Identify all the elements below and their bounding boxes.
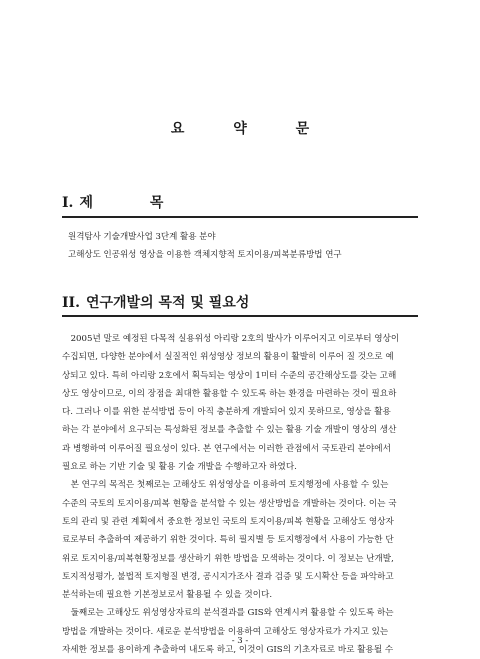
body-line: 필요로 하는 기반 기술 및 활용 기술 개발을 수행하고자 하였다. (62, 462, 297, 473)
section-2-heading (62, 292, 249, 312)
body-line: 자세한 정보를 용이하게 추출하여 내도록 하고, 이것이 GIS의 기초자료로 바로 활용될 수 (62, 645, 394, 656)
project-title-line: 고해상도 인공위성 영상을 이용한 객체지향적 토지이용/피복분류방법 연구 (68, 250, 342, 260)
body-line: 상되고 있다. 특히 아리랑 2호에서 획득되는 영상이 1미터 수준의 공간해상도를 갖는 고해 (62, 370, 397, 381)
body-line: 2005년 말로 예정된 다목적 실용위성 아리랑 2호의 발사가 이루어지고 이로부터 영상이 (62, 334, 400, 344)
body-line: 과 병행하여 이루어질 필요성이 있다. 본 연구에서는 이러한 관점에서 국토관리 분야에서 (62, 443, 391, 454)
section-2-body (62, 330, 422, 659)
section-1-title: 제 목 (79, 195, 190, 211)
section-2-number: II. (62, 295, 80, 311)
body-line: 수준의 국토의 토지이용/피복 현황을 분석할 수 있는 생산방법을 개발하는 것이다. 이는 국 (62, 498, 397, 509)
body-line: 토의 관리 및 관련 계획에서 중요한 정보인 국토의 토지이용/피복 현황을 고해상도 영상자 (62, 516, 394, 527)
page-number: - 3 - (231, 636, 249, 646)
section-1-number: I. (62, 195, 74, 211)
body-line: 분석하는데 필요한 기본정보로서 활용될 수 있을 것이다. (62, 590, 273, 601)
section-1-divider (62, 216, 418, 218)
section-1-heading (62, 192, 189, 212)
body-line: 방법을 개발하는 것이다. 새로운 분석방법을 이용하여 고해상도 영상자료가 가지고 있는 (62, 626, 389, 637)
body-line: 하는 각 분야에서 요구되는 특성화된 정보를 추출할 수 있는 활용 기술 개발이 영상의 생산 (62, 425, 397, 436)
section-2-divider (62, 315, 418, 317)
section-2-title: 연구개발의 목적 및 필요성 (85, 295, 250, 311)
body-line: 다. 그러나 이를 위한 분석방법 등이 아직 충분하게 개발되어 있지 못하므로, 영상을 활용 (62, 407, 391, 418)
body-line: 둘째로는 고해상도 위성영상자료의 분석결과를 GIS와 연계시켜 활용할 수 있도록 하는 (62, 608, 394, 619)
body-line: 료로부터 추출하여 제공하기 위한 것이다. 특히 필지별 등 토지행정에서 사용이 가능한 단 (62, 535, 394, 546)
body-line: 수집되면, 다양한 분야에서 실질적인 위성영상 정보의 활용이 활발히 이루어 질 것으로 예 (62, 352, 394, 363)
project-category-line: 원격탐사 기술개발사업 3단계 활용 분야 (68, 232, 216, 242)
body-line: 토지적성평가, 불법적 토지형질 변경, 공시지가조사 결과 검증 및 도시확산 등을 파악하고 (62, 571, 394, 582)
body-line: 위로 토지이용/피복현황정보를 생산하기 위한 방법을 모색하는 것이다. 이 정보는 난개발, (62, 553, 394, 564)
summary-title: 요 약 문 (170, 121, 332, 137)
body-line: 상도 영상이므로, 이의 장점을 최대한 활용할 수 있도록 하는 환경을 마련하는 것이 필요하 (62, 388, 397, 399)
body-line: 본 연구의 목적은 첫째로는 고해상도 위성영상을 이용하여 토지행정에 사용할 수 있는 (62, 480, 389, 491)
